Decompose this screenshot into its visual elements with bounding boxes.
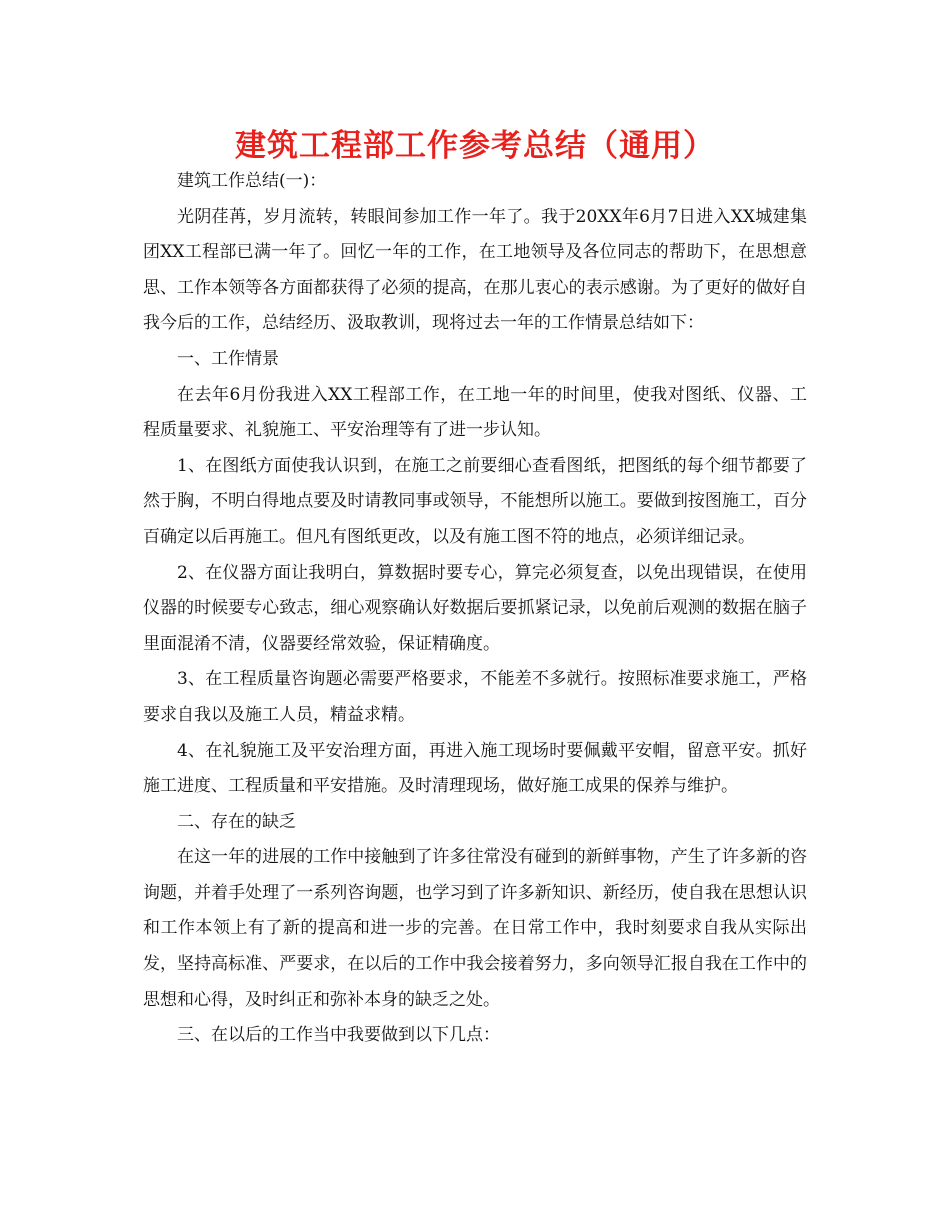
section-heading-work: 一、工作情景: [177, 348, 279, 369]
section-heading-future: 三、在以后的工作当中我要做到以下几点：: [177, 1025, 500, 1046]
paragraph-work: 在去年6月份我进入XX工程部工作，在工地一年的时间里，使我对图纸、仪器、工程质量要求、礼貌施工、平安治理等有了进一步认知。: [143, 384, 807, 441]
paragraph-quality: 3、在工程质量咨询题必需要严格要求，不能差不多就行。按照标准要求施工，严格要求自我以及施工人员，精益求精。: [143, 669, 807, 725]
document-title: 建筑工程部工作参考总结（通用）: [235, 128, 715, 164]
paragraph-intro: 光阴荏苒，岁月流转，转眼间参加工作一年了。我于20XX年6月7日进入XX城建集团XX工程部已满一年了。回忆一年的工作，在工地领导及各位同志的帮助下，在思想意思、工作本领等各方面都获得了必须的提高，在那儿衷心的表示感谢。为了更好的做好自我今后的工作，总结经历、汲取教训，现将过去一年的工作情景总结如下：: [143, 206, 807, 334]
section-heading-shortcomings: 二、存在的缺乏: [177, 811, 296, 832]
document-body: [143, 164, 807, 1054]
paragraph-shortcomings: 在这一年的进展的工作中接触到了许多往常没有碰到的新鲜事物，产生了许多新的咨询题，并着手处理了一系列咨询题，也学习到了许多新知识、新经历，使自我在思想认识和工作本领上有了新的提高和进一步的完善。在日常工作中，我时刻要求自我从实际出发，坚持高标准、严要求，在以后的工作中我会接着努力，多向领导汇报自我在工作中的思想和心得，及时纠正和弥补本身的缺乏之处。: [143, 847, 807, 1010]
paragraph-safety: 4、在礼貌施工及平安治理方面，再进入施工现场时要佩戴平安帽，留意平安。抓好施工进度、工程质量和平安措施。及时清理现场，做好施工成果的保养与维护。: [143, 740, 807, 797]
paragraph-instruments: 2、在仪器方面让我明白，算数据时要专心，算完必须复查，以免出现错误，在使用仪器的时候要专心致志，细心观察确认好数据后要抓紧记录，以免前后观测的数据在脑子里面混淆不清，仪器要经常效验，保证精确度。: [143, 562, 807, 654]
paragraph-drawings: 1、在图纸方面使我认识到，在施工之前要细心查看图纸，把图纸的每个细节都要了然于胸，不明白得地点要及时请教同事或领导，不能想所以施工。要做到按图施工，百分百确定以后再施工。但凡有图纸更改，以及有施工图不符的地点，必须详细记录。: [143, 455, 807, 547]
paragraph-heading-1: 建筑工作总结(一)：: [177, 171, 327, 191]
